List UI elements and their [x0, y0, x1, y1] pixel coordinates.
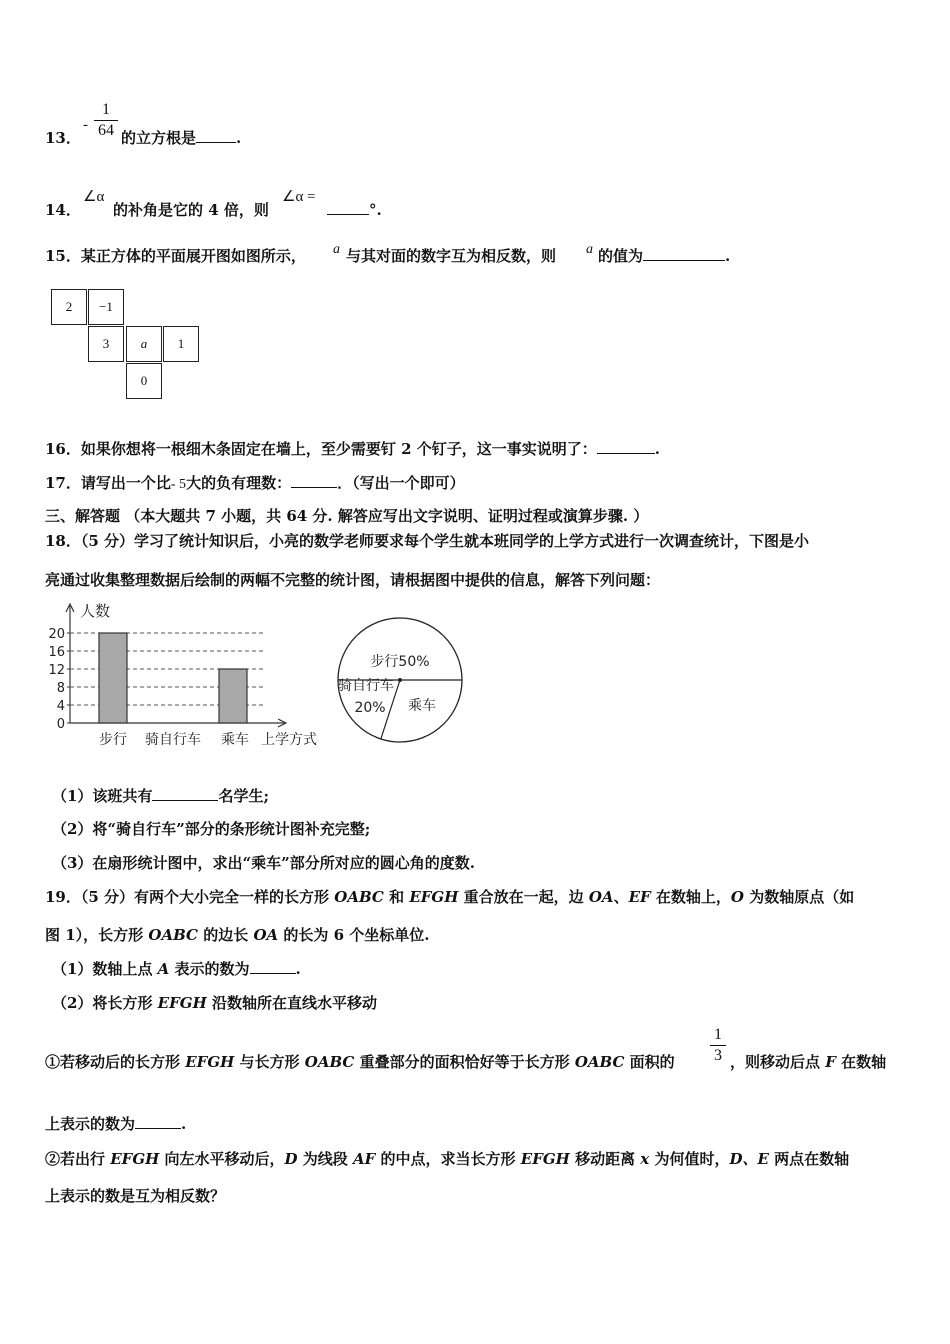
bar-乘车 [219, 669, 247, 723]
q19-sub2-line1: ②若出行 EFGH 向左水平移动后，D 为线段 AF 的中点，求当长方形 EFGH 移动距离 x 为何值时，D、E 两点在数轴 [45, 1150, 850, 1168]
x-tick-label: 步行 [99, 732, 127, 748]
x-tick-label: 骑自行车 [145, 732, 201, 748]
q15-line-c: 的值为 . [598, 247, 731, 265]
net-cell: 2 [51, 289, 87, 325]
q19-sub1-line1-end: ，则移动后点 F 在数轴 [730, 1053, 887, 1071]
net-cell: −1 [88, 289, 124, 325]
y-tick-label: 20 [48, 627, 65, 642]
q19-sub1-line2: 上表示的数为 . [45, 1115, 187, 1133]
q13-line [45, 128, 81, 148]
y-tick-label: 8 [56, 681, 65, 696]
var-a: a [333, 242, 340, 257]
pie-label-bus: 乘车 [408, 698, 436, 714]
q16-line: 16．如果你想将一根细木条固定在墙上，至少需要钉 2 个钉子，这一事实说明了： . [45, 440, 660, 458]
bar-步行 [99, 633, 127, 723]
answer-blank[interactable] [135, 1114, 181, 1129]
answer-blank[interactable] [327, 200, 369, 215]
answer-blank[interactable] [291, 473, 337, 488]
x-tick-label: 乘车 [221, 732, 249, 748]
fraction-1-64: 1 64 [94, 101, 118, 140]
angle-alpha-eq: ∠α = [282, 189, 316, 205]
y-axis-label: 人数 [80, 602, 111, 620]
q19-line2: 图 1），长方形 OABC 的边长 OA 的长为 6 个坐标单位. [45, 926, 430, 944]
net-cell: 0 [126, 363, 162, 399]
angle-alpha: ∠α [83, 189, 105, 205]
x-axis-label: 上学方式 [261, 732, 317, 748]
y-tick-label: 16 [48, 645, 65, 660]
q18-part2: （2）将“骑自行车”部分的条形统计图补充完整; [52, 820, 371, 838]
pie-chart [338, 618, 462, 742]
q13-text: 的立方根是 . [121, 129, 242, 147]
question-number: 13． [45, 129, 81, 147]
q18-part1: （1）该班共有 名学生; [52, 787, 269, 805]
q14-answer: °. [327, 200, 382, 220]
net-cell: 1 [163, 326, 199, 362]
q19-sub1-line1: ①若移动后的长方形 EFGH 与长方形 OABC 重叠部分的面积恰好等于长方形 OABC 面积的 [45, 1053, 675, 1071]
pie-label-walk: 步行50% [370, 654, 430, 670]
var-a-2: a [586, 242, 593, 257]
answer-blank[interactable] [597, 439, 655, 454]
statistics-figure [45, 598, 475, 750]
q19-sub2-line2: 上表示的数是互为相反数？ [45, 1187, 226, 1205]
net-cell: a [126, 326, 162, 362]
q14-text: 的补角是它的 4 倍，则 [113, 201, 269, 219]
pie-label-bike: 骑自行车 [338, 678, 394, 694]
q15-line-b: 与其对面的数字互为相反数，则 [346, 247, 557, 265]
pie-center [398, 678, 402, 682]
q19-line1: 19．（5 分）有两个大小完全一样的长方形 OABC 和 EFGH 重合放在一起，边 OA、EF 在数轴上，O 为数轴原点（如 [45, 888, 855, 906]
section-heading: 三、解答题 （本大题共 7 小题，共 64 分. 解答应写出文字说明、证明过程或演算步骤. ） [45, 507, 649, 525]
q18-line1: 18．（5 分）学习了统计知识后，小亮的数学老师要求每个学生就本班同学的上学方式进行一次调查统计，下图是小 [45, 532, 810, 550]
y-tick-label: 4 [56, 699, 65, 714]
answer-blank[interactable] [643, 246, 725, 261]
y-tick-label: 12 [48, 663, 65, 678]
answer-blank[interactable] [152, 786, 218, 801]
minus-sign: - [83, 117, 88, 133]
fraction-1-3: 1 3 [710, 1026, 726, 1065]
answer-blank[interactable] [250, 959, 296, 974]
q19-part1: （1）数轴上点 A 表示的数为 . [52, 960, 301, 978]
q17-line: 17．请写出一个比- 5大的负有理数： ．（写出一个即可） [45, 474, 465, 492]
y-tick-label: 0 [56, 717, 65, 732]
answer-blank[interactable] [196, 128, 236, 143]
pie-label-bike-percent: 20% [354, 700, 386, 716]
q15-line: 15．某正方体的平面展开图如图所示， [45, 247, 306, 265]
q14-number: 14． [45, 201, 81, 219]
q19-part2: （2）将长方形 EFGH 沿数轴所在直线水平移动 [52, 994, 377, 1012]
q18-part3: （3）在扇形统计图中，求出“乘车”部分所对应的圆心角的度数. [52, 854, 475, 872]
bar-chart [48, 602, 317, 748]
q18-line2: 亮通过收集整理数据后绘制的两幅不完整的统计图，请根据图中提供的信息，解答下列问题： [45, 571, 661, 589]
net-cell: 3 [88, 326, 124, 362]
